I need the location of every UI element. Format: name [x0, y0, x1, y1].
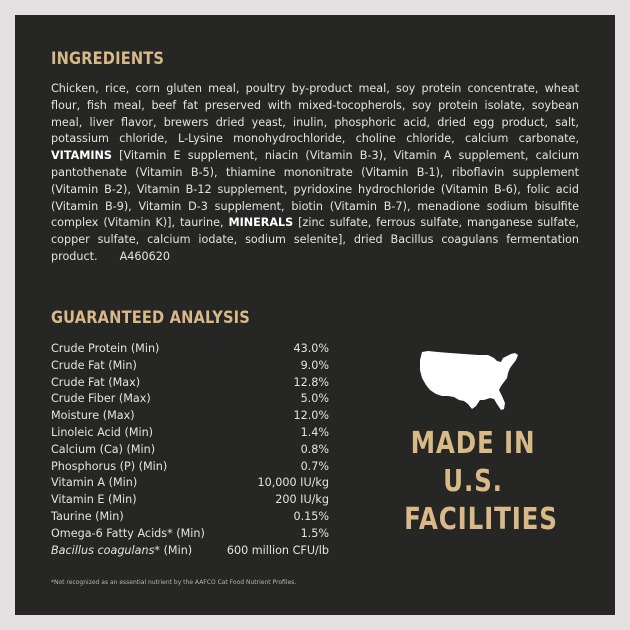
ingredients-title: INGREDIENTS — [51, 49, 165, 69]
analysis-name: Phosphorus (P) (Min) — [51, 459, 168, 473]
analysis-row — [51, 425, 331, 442]
analysis-row — [51, 526, 331, 543]
made-in-line-1: MADE IN — [410, 426, 536, 461]
analysis-name: Calcium (Ca) (Min) — [51, 442, 156, 456]
analysis-row — [51, 358, 331, 375]
made-in-usa-badge — [389, 425, 557, 539]
analysis-row — [51, 408, 331, 425]
analysis-name: Taurine (Min) — [51, 509, 124, 523]
analysis-value: 9.0% — [300, 358, 329, 372]
analysis-name: Crude Protein (Min) — [51, 342, 160, 355]
usa-map-icon — [418, 348, 524, 413]
ingredients-text — [51, 81, 579, 266]
analysis-name: Moisture (Max) — [51, 409, 135, 423]
ingredients-text-part-1: Chicken, rice, corn gluten meal, poultry by-product meal, soy protein concentrate, wheat flour, fish meal, beef fat preserved with mixed-tocopherols, soy protein isolate, soybean meal, liver flavor, brewers dried yeast, inulin, phosphoric acid, dried egg product, salt, potassium chloride, L-Lysine monohydrochloride, choline chloride, calcium carbonate, — [51, 82, 579, 146]
analysis-value: 0.8% — [300, 442, 329, 456]
analysis-row — [51, 375, 331, 392]
analysis-value: 0.15% — [293, 509, 329, 523]
analysis-value: 43.0% — [293, 342, 329, 355]
analysis-name: Omega-6 Fatty Acids* (Min) — [51, 526, 205, 540]
ingredients-text-part-2: [Vitamin E supplement, niacin (Vitamin B-3), Vitamin A supplement, calcium pantothenate (Vitamin B-5), thiamine mononitrate (Vitamin B-1), riboflavin supplement (Vitamin B-2), Vitamin B-12 supplement, pyridoxine hydrochloride (Vitamin B-6), folic acid (Vitamin B-9), Vitamin D-3 supplement, biotin (Vitamin B-7), menadione sodium bisulfite complex (Vitamin K)], taurine, — [51, 149, 579, 230]
analysis-value: 200 IU/kg — [275, 493, 329, 507]
analysis-value: 1.5% — [300, 526, 329, 540]
analysis-name: Vitamin A (Min) — [51, 476, 138, 490]
analysis-row — [51, 492, 331, 509]
product-code: A460620 — [119, 249, 170, 263]
analysis-name: Crude Fat (Max) — [51, 375, 141, 389]
analysis-name — [51, 543, 192, 560]
bacillus-name-suffix: * (Min) — [154, 543, 193, 557]
analysis-row — [51, 475, 331, 492]
analysis-row — [51, 509, 331, 526]
analysis-value: 5.0% — [300, 392, 329, 406]
guaranteed-analysis-title: GUARANTEED ANALYSIS — [51, 308, 250, 328]
analysis-name: Vitamin E (Min) — [51, 493, 137, 507]
analysis-row — [51, 459, 331, 476]
vitamins-label: VITAMINS — [51, 149, 112, 163]
guaranteed-analysis-table — [51, 341, 331, 559]
analysis-row — [51, 442, 331, 459]
analysis-row — [51, 543, 331, 560]
analysis-name: Crude Fat (Min) — [51, 358, 137, 372]
analysis-value: 10,000 IU/kg — [257, 476, 329, 490]
analysis-value: 0.7% — [300, 459, 329, 473]
nutrition-panel — [15, 15, 615, 615]
made-in-line-2: U.S. — [443, 464, 503, 499]
analysis-value: 1.4% — [300, 425, 329, 439]
minerals-label: MINERALS — [228, 216, 294, 230]
analysis-value: 600 million CFU/lb — [226, 543, 329, 557]
bacillus-name: Bacillus coagulans — [51, 543, 155, 557]
footnote: *Not recognized as an essential nutrient by the AAFCO Cat Food Nutrient Profiles. — [51, 579, 297, 586]
analysis-row — [51, 391, 331, 408]
analysis-value: 12.0% — [293, 409, 329, 423]
made-in-line-3: FACILITIES — [404, 502, 558, 537]
analysis-row — [51, 341, 331, 358]
ingredients-text-part-3: [zinc sulfate, ferrous sulfate, manganese sulfate, copper sulfate, calcium iodate, sodium selenite], dried Bacillus coagulans fermentation product. — [51, 216, 580, 263]
analysis-name: Crude Fiber (Max) — [51, 392, 151, 406]
analysis-value: 12.8% — [293, 375, 329, 389]
analysis-name: Linoleic Acid (Min) — [51, 425, 154, 439]
